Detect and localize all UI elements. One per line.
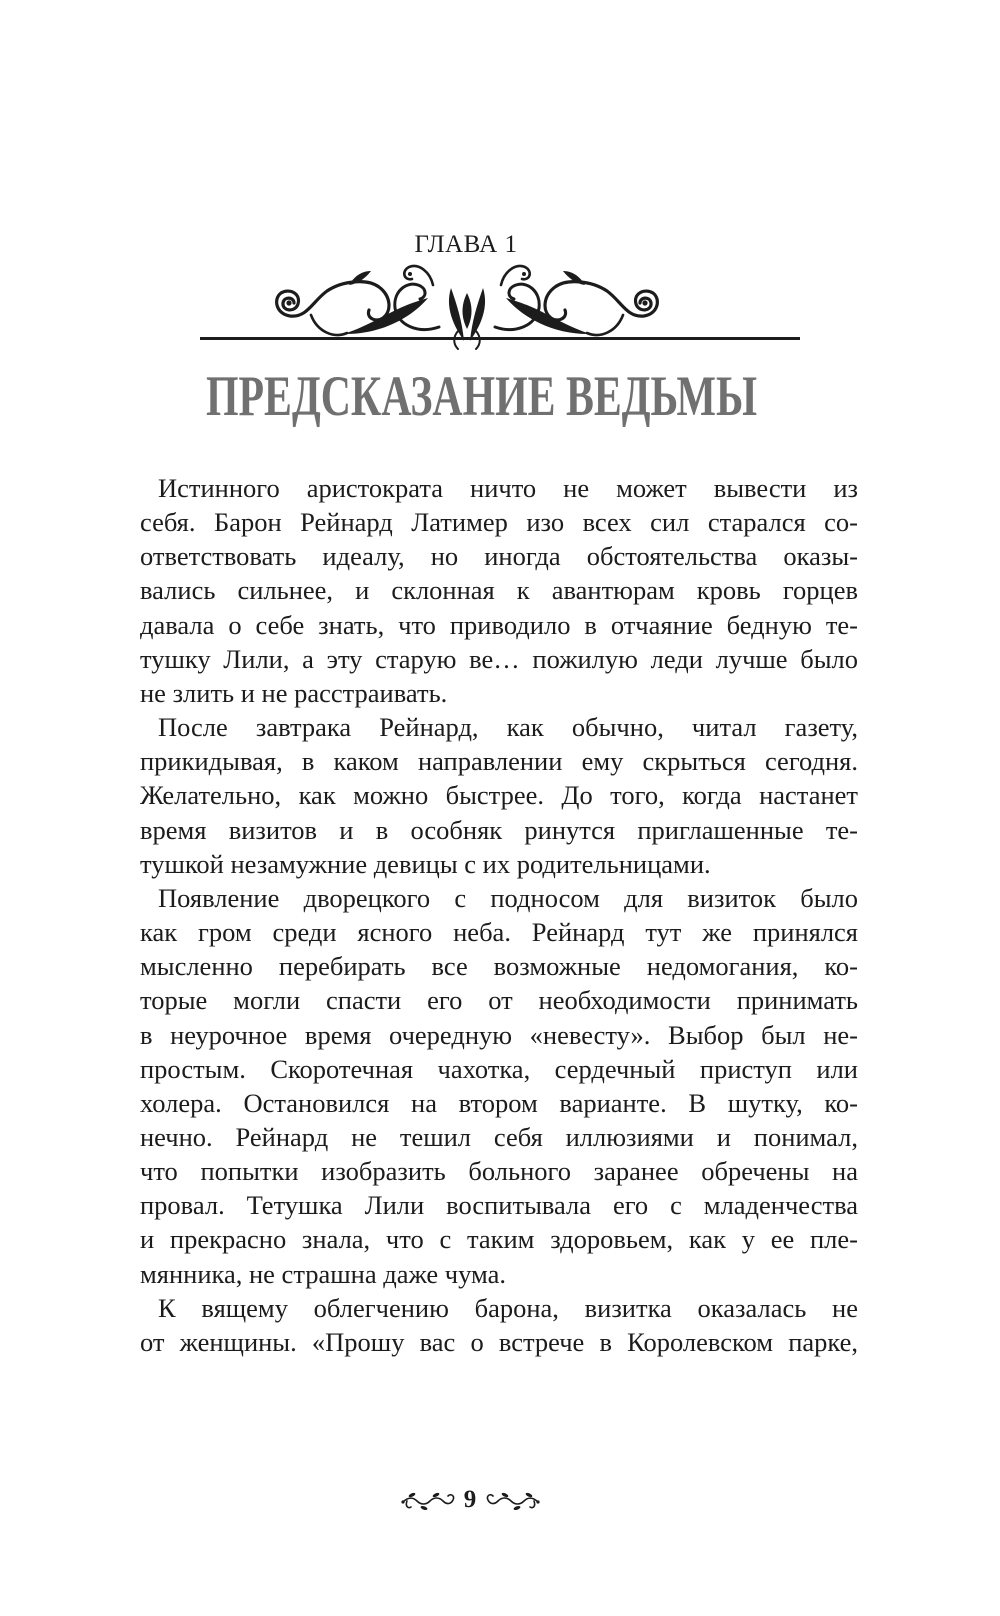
text-line: что попытки изобразить больного заранее обречены на — [140, 1156, 858, 1187]
text-line: нечно. Рейнард не тешил себя иллюзиями и понимал, — [140, 1121, 858, 1152]
text-line: от женщины. «Прошу вас о встрече в Королевском парке, — [140, 1326, 858, 1357]
text-line: вались сильнее, и склонная к авантюрам кровь горцев — [140, 575, 858, 606]
text-line: Истинного аристократа ничто не может вывести из — [158, 473, 858, 503]
text-line: и прекрасно знала, что с таким здоровьем, как у ее пле- — [140, 1224, 858, 1255]
horizontal-rule — [200, 337, 800, 340]
text-line: торые могли спасти его от необходимости принимать — [140, 985, 858, 1016]
text-line: провал. Тетушка Лили воспитывала его с младенчества — [140, 1190, 858, 1221]
text-line: себя. Барон Рейнард Латимер изо всех сил старался со- — [140, 507, 858, 538]
text-line: давала о себе знать, что приводило в отчаяние бедную те- — [140, 609, 858, 640]
page-number: 9 — [463, 1486, 477, 1513]
chapter-title-wrapper — [200, 365, 765, 430]
text-line: как гром среди ясного неба. Рейнард тут же принялся — [140, 917, 858, 948]
scroll-vignette-icon — [190, 255, 750, 355]
text-line: Появление дворецкого с подносом для визиток было — [158, 882, 858, 913]
text-line: холера. Остановился на втором варианте. В шутку, ко- — [140, 1087, 858, 1118]
text-line: время визитов и в особняк ринутся приглашенные те- — [140, 814, 858, 845]
text-line: не злить и не расстраивать. — [140, 677, 448, 708]
text-line: мысленно перебирать все возможные недомогания, ко- — [140, 951, 858, 982]
paragraph — [140, 1291, 858, 1359]
ornament-center-leaf — [463, 293, 472, 329]
text-line: прикидывая, в каком направлении ему скрыться сегодня. — [140, 746, 858, 777]
paragraph — [140, 881, 858, 1291]
paragraph — [140, 710, 858, 881]
text-line: тушкой незамужние девицы с их родительницами. — [140, 848, 711, 879]
chapter-title: ПРЕДСКАЗАНИЕ ВЕДЬМЫ — [206, 365, 757, 428]
text-line: Желательно, как можно быстрее. До того, когда настанет — [140, 780, 858, 811]
text-line: простым. Скоротечная чахотка, сердечный приступ или — [140, 1053, 858, 1084]
text-line: К вящему облегчению барона, визитка оказалась не — [158, 1292, 858, 1323]
paragraph — [140, 471, 858, 710]
text-line: ответствовать идеалу, но иногда обстоятельства оказы- — [140, 541, 858, 572]
chapter-label: ГЛАВА 1 — [414, 231, 518, 258]
vine-flourish-icon — [401, 1488, 457, 1512]
text-line: тушку Лили, а эту старую ве… пожилую леди лучше было — [140, 643, 858, 674]
text-line: После завтрака Рейнард, как обычно, читал газету, — [158, 712, 858, 743]
body-text — [140, 471, 858, 1359]
text-line: мянника, не страшна даже чума. — [140, 1258, 507, 1289]
vine-flourish-icon — [484, 1488, 540, 1512]
text-line: в неурочное время очередную «невесту». Выбор был не- — [140, 1019, 858, 1050]
